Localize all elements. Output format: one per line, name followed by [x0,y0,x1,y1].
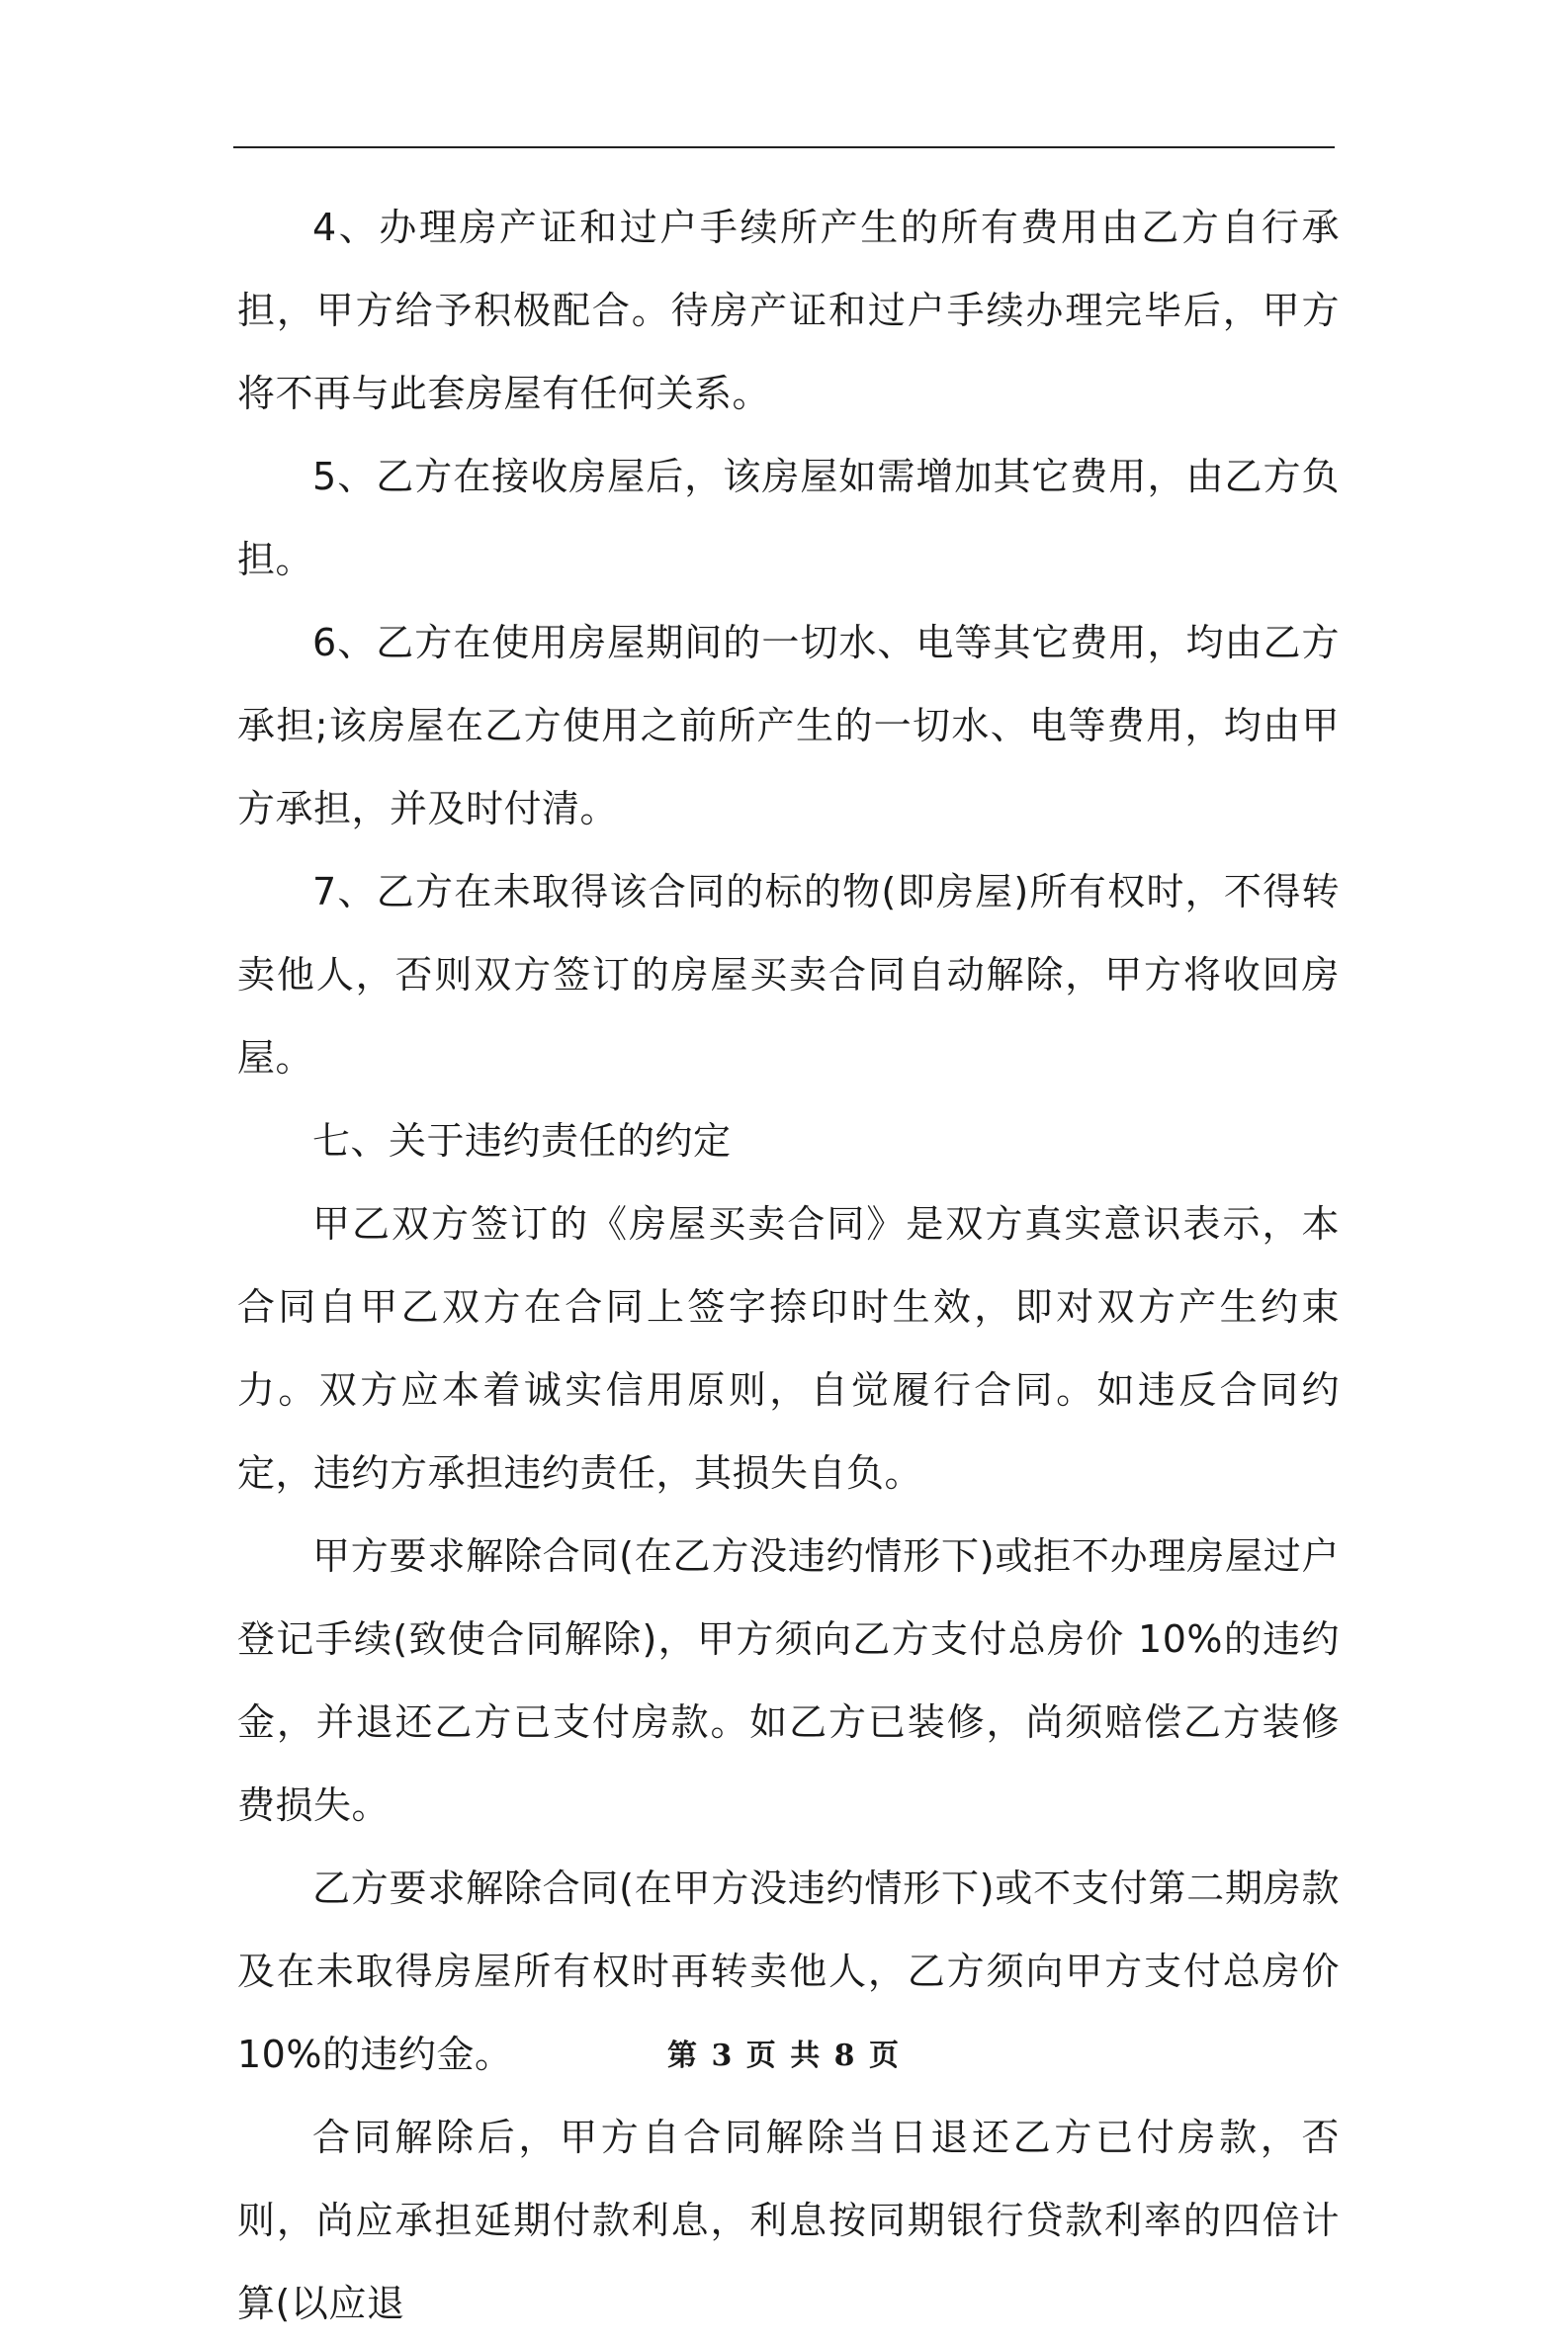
paragraph-clause-5: 5、乙方在接收房屋后，该房屋如需增加其它费用，由乙方负担。 [237,455,1340,581]
paragraph-after-termination: 合同解除后，甲方自合同解除当日退还乙方已付房款，否则，尚应承担延期付款利息，利息按同期银行贷款利率的四倍计算(以应退 [237,2116,1340,2325]
paragraph-party-b-termination: 乙方要求解除合同(在甲方没违约情形下)或不支付第二期房款及在未取得房屋所有权时再转卖他人，乙方须向甲方支付总房价10%的违约金。 [237,1867,1340,2076]
document-body [237,186,1340,2345]
paragraph-clause-7: 7、乙方在未取得该合同的标的物(即房屋)所有权时，不得转卖他人，否则双方签订的房屋买卖合同自动解除，甲方将收回房屋。 [237,870,1340,1080]
paragraph-contract-effect: 甲乙双方签订的《房屋买卖合同》是双方真实意识表示，本合同自甲乙双方在合同上签字捺印时生效，即对双方产生约束力。双方应本着诚实信用原则，自觉履行合同。如违反合同约定，违约方承担违约责任，其损失自负。 [237,1202,1340,1495]
page-number-footer: 第 3 页 共 8 页 [667,2039,901,2073]
section-heading-breach: 七、关于违约责任的约定 [312,1119,732,1163]
paragraph-clause-4: 4、办理房产证和过户手续所产生的所有费用由乙方自行承担，甲方给予积极配合。待房产证和过户手续办理完毕后，甲方将不再与此套房屋有任何关系。 [237,206,1340,415]
paragraph-clause-6: 6、乙方在使用房屋期间的一切水、电等其它费用，均由乙方承担;该房屋在乙方使用之前所产生的一切水、电等费用，均由甲方承担，并及时付清。 [237,621,1340,830]
header-rule [233,146,1335,148]
paragraph-party-a-termination: 甲方要求解除合同(在乙方没违约情形下)或拒不办理房屋过户登记手续(致使合同解除)，甲方须向乙方支付总房价 10%的违约金，并退还乙方已支付房款。如乙方已装修，尚须赔偿乙方装修费损失。 [237,1534,1340,1827]
